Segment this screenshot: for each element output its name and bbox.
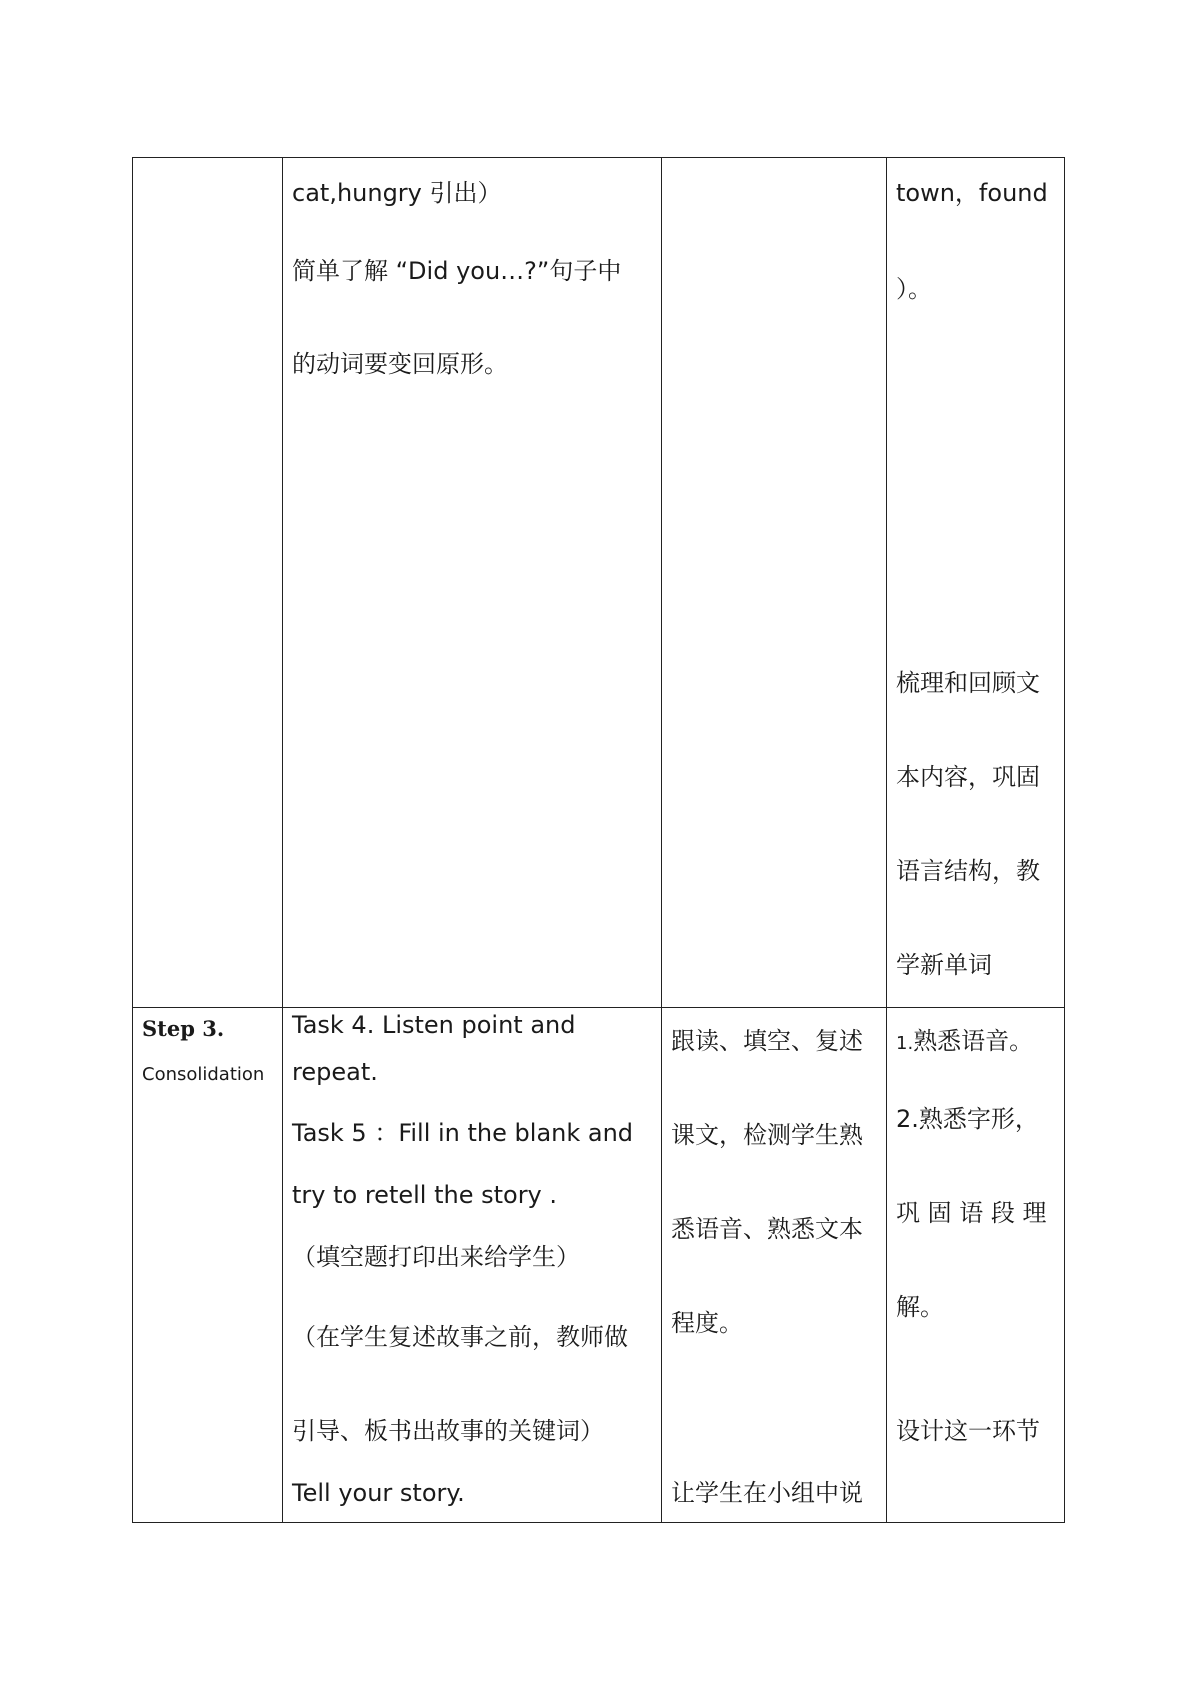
table-cell-method (662, 1008, 887, 1523)
cell-text-line: （在学生复述故事之前，教师做 (292, 1323, 628, 1351)
step-subtitle: Consolidation (142, 1064, 265, 1085)
cell-text-line: 悉语音、熟悉文本 (671, 1215, 863, 1243)
cell-text-line: 的动词要变回原形。 (292, 350, 508, 378)
cell-text-line: 让学生在小组中说 (671, 1479, 863, 1507)
cell-text-line: 解。 (896, 1293, 944, 1321)
cell-text-line: Task 5 ：Fill in the blank and (292, 1119, 634, 1147)
cell-text-line: 本内容，巩固 (896, 763, 1040, 791)
cell-text-line: cat,hungry 引出） (292, 179, 502, 207)
table-cell-activity (283, 1008, 662, 1523)
table-cell-step (133, 158, 283, 1008)
cell-text-line: try to retell the story . (292, 1181, 558, 1209)
cell-text-line: 引导、板书出故事的关键词） (292, 1417, 604, 1445)
cell-text-line: （填空题打印出来给学生） (292, 1243, 580, 1271)
step-title: Step 3. (142, 1016, 225, 1041)
table-row (133, 158, 1065, 1008)
table-cell-method (662, 158, 887, 1008)
cell-text-line: repeat. (292, 1058, 378, 1086)
cell-text-line: 学新单词 (896, 951, 992, 979)
cell-text-line (896, 1026, 1033, 1059)
list-text: 熟悉语音。 (913, 1027, 1034, 1055)
cell-text-line: 跟读、填空、复述 (671, 1027, 863, 1055)
cell-text-line: 设计这一环节 (896, 1417, 1040, 1445)
table-cell-step (133, 1008, 283, 1523)
cell-text-line: 语言结构，教 (896, 857, 1040, 885)
cell-text-line: 2.熟悉字形， (896, 1105, 1039, 1133)
table-row (133, 1008, 1065, 1523)
table-cell-activity (283, 158, 662, 1008)
lesson-plan-table (132, 157, 1065, 1523)
cell-text-line: Task 4. Listen point and (292, 1011, 576, 1039)
table-cell-purpose (887, 1008, 1065, 1523)
cell-text-line: Tell your story. (292, 1479, 465, 1507)
cell-text-line: town，found (896, 179, 1048, 207)
cell-text-line: ）。 (896, 275, 932, 303)
cell-text-line: 课文，检测学生熟 (671, 1121, 863, 1149)
list-number: 1. (896, 1033, 914, 1054)
cell-text-line: 程度。 (671, 1309, 743, 1337)
cell-text-line: 梳理和回顾文 (896, 669, 1040, 697)
cell-text-line: 简单了解 “Did you…?”句子中 (292, 257, 622, 285)
cell-text-line: 巩 固 语 段 理 (896, 1199, 1047, 1227)
table-cell-purpose (887, 158, 1065, 1008)
